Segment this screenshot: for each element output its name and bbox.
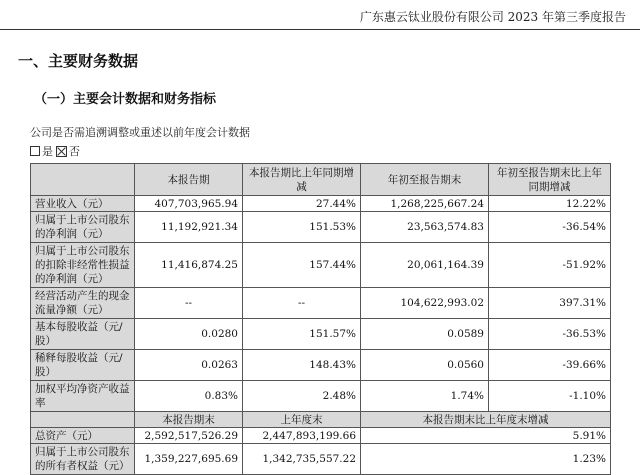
row-label: 归属于上市公司股东的所有者权益（元） [31, 444, 135, 475]
section-title: 一、主要财务数据 [18, 52, 139, 70]
table-cell: 5.91% [361, 428, 611, 444]
header-cell: 本报告期比上年同期增减 [243, 164, 361, 196]
table-cell: 20,061,164.39 [361, 243, 489, 288]
header-cell: 本报告期 [135, 164, 243, 196]
report-header-title: 广东惠云钛业股份有限公司 2023 年第三季度报告 [359, 10, 626, 24]
table-cell: 148.43% [243, 350, 361, 381]
table-cell: 1,359,227,695.69 [135, 444, 243, 475]
row-label: 总资产（元） [31, 428, 135, 444]
table-row [31, 212, 611, 243]
table-row [31, 319, 611, 350]
table-cell: 104,622,993.02 [361, 288, 489, 319]
table-cell: 1.23% [361, 444, 611, 475]
row-label: 加权平均净资产收益率 [31, 381, 135, 412]
header-cell: 年初至报告期末 [361, 164, 489, 196]
table-row [31, 196, 611, 212]
restatement-answer [30, 143, 80, 159]
header-cell: 本报告期末 [135, 412, 243, 428]
header-cell: 年初至报告期末比上年同期增减 [489, 164, 611, 196]
checkbox-unchecked-icon [30, 146, 40, 156]
table-cell: 0.0280 [135, 319, 243, 350]
table-cell: 0.0589 [361, 319, 489, 350]
table-cell: 151.57% [243, 319, 361, 350]
row-label: 稀释每股收益（元/股） [31, 350, 135, 381]
table-cell: 1,342,735,557.22 [243, 444, 361, 475]
header-cell: 上年度末 [243, 412, 361, 428]
subsection-title: （一）主要会计数据和财务指标 [34, 92, 217, 107]
table-cell: 397.31% [489, 288, 611, 319]
table-cell: 12.22% [489, 196, 611, 212]
row-label: 归属于上市公司股东的扣除非经常性损益的净利润（元） [31, 243, 135, 288]
header-cell [31, 412, 135, 428]
table-header-row [31, 412, 611, 428]
table-cell: -1.10% [489, 381, 611, 412]
table-cell: 2.48% [243, 381, 361, 412]
table-cell: 11,416,874.25 [135, 243, 243, 288]
table-cell: 2,592,517,526.29 [135, 428, 243, 444]
row-label: 基本每股收益（元/股） [31, 319, 135, 350]
row-label: 归属于上市公司股东的净利润（元） [31, 212, 135, 243]
table-cell: 0.83% [135, 381, 243, 412]
table-cell: 0.0263 [135, 350, 243, 381]
row-label: 经营活动产生的现金流量净额（元） [31, 288, 135, 319]
header-divider [0, 29, 640, 30]
table-row [31, 381, 611, 412]
table-cell: 0.0560 [361, 350, 489, 381]
table-row [31, 444, 611, 475]
answer-yes-label: 是 [42, 145, 53, 158]
table-row [31, 428, 611, 444]
table-header-row [31, 164, 611, 196]
checkbox-checked-icon [56, 146, 67, 157]
table-cell: -39.66% [489, 350, 611, 381]
financial-data-table [30, 163, 611, 475]
table-cell: 2,447,893,199.66 [243, 428, 361, 444]
table-cell: 11,192,921.34 [135, 212, 243, 243]
table-cell: -36.54% [489, 212, 611, 243]
table-cell: 1,268,225,667.24 [361, 196, 489, 212]
table-row [31, 243, 611, 288]
table-cell: 1.74% [361, 381, 489, 412]
header-cell [31, 164, 135, 196]
table-cell: -36.53% [489, 319, 611, 350]
row-label: 营业收入（元） [31, 196, 135, 212]
table-cell: -51.92% [489, 243, 611, 288]
table-cell: 151.53% [243, 212, 361, 243]
table-cell: 407,703,965.94 [135, 196, 243, 212]
table-row [31, 350, 611, 381]
table-cell: -- [135, 288, 243, 319]
restatement-question: 公司是否需追溯调整或重述以前年度会计数据 [30, 126, 250, 139]
table-cell: 27.44% [243, 196, 361, 212]
answer-no-label: 否 [69, 145, 80, 158]
table-cell: 157.44% [243, 243, 361, 288]
table-cell: -- [243, 288, 361, 319]
header-cell: 本报告期末比上年度末增减 [361, 412, 611, 428]
table-cell: 23,563,574.83 [361, 212, 489, 243]
table-row [31, 288, 611, 319]
